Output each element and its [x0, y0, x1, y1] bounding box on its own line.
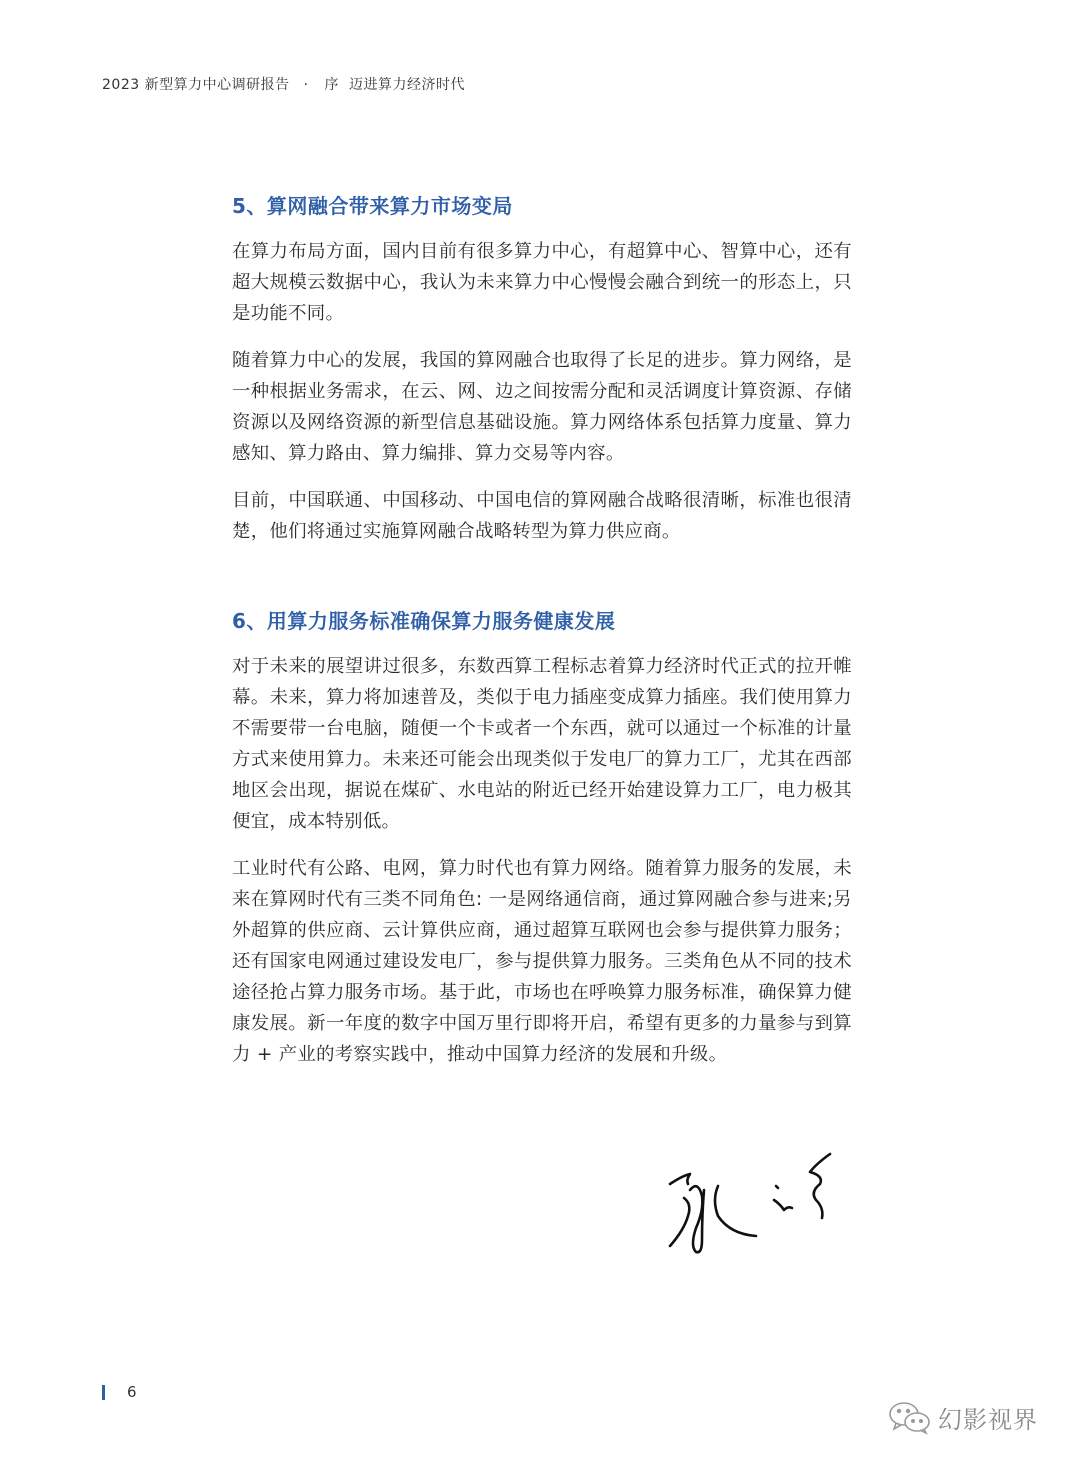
paragraph: 工业时代有公路、电网，算力时代也有算力网络。随着算力服务的发展，未来在算网时代有三类不同角色: 一是网络通信商，通过算网融合参与进来;另外超算的供应商、云计算供应商，通过超算互联网也会参与提供算力服务；还有国家电网通过建设发电厂，参与提供算力服务。三类角色从不同的技术途径抢占算力服务市场。基于此，市场也在呼唤算力服务标准，确保算力健康发展。新一年度的数字中国万里行即将开启，希望有更多的力量参与到算力 + 产业的考察实践中，推动中国算力经济的发展和升级。: [232, 858, 852, 1065]
section-heading: 5、算网融合带来算力市场变局: [232, 194, 513, 218]
paragraph: 随着算力中心的发展，我国的算网融合也取得了长足的进步。算力网络，是一种根据业务需求，在云、网、边之间按需分配和灵活调度计算资源、存储资源以及网络资源的新型信息基础设施。算力网络体系包括算力度量、算力感知、算力路由、算力编排、算力交易等内容。: [232, 350, 852, 464]
running-header: [102, 74, 465, 94]
paragraph: 在算力布局方面，国内目前有很多算力中心，有超算中心、智算中心，还有超大规模云数据中心，我认为未来算力中心慢慢会融合到统一的形态上，只是功能不同。: [232, 241, 852, 324]
signature-icon: [660, 1150, 850, 1265]
section-5: [232, 190, 852, 547]
section-heading: 6、用算力服务标准确保算力服务健康发展: [232, 609, 616, 633]
watermark-text: 幻影视界: [938, 1406, 1038, 1434]
page-number: [102, 1383, 137, 1401]
chapter-title: 序 迈进算力经济时代: [324, 77, 465, 93]
watermark: [888, 1400, 1038, 1435]
wechat-icon: [888, 1401, 932, 1435]
page-content: [232, 190, 852, 1128]
report-title: 2023 新型算力中心调研报告: [102, 77, 290, 93]
paragraph: 对于未来的展望讲过很多，东数西算工程标志着算力经济时代正式的拉开帷幕。未来，算力将加速普及，类似于电力插座变成算力插座。我们使用算力不需要带一台电脑，随便一个卡或者一个东西，就可以通过一个标准的计量方式来使用算力。未来还可能会出现类似于发电厂的算力工厂，尤其在西部地区会出现，据说在煤矿、水电站的附近已经开始建设算力工厂，电力极其便宜，成本特别低。: [232, 656, 852, 832]
page-number-text: 6: [127, 1383, 137, 1401]
paragraph: 目前，中国联通、中国移动、中国电信的算网融合战略很清晰，标准也很清楚，他们将通过实施算网融合战略转型为算力供应商。: [232, 490, 852, 542]
page-marker-bar: [102, 1385, 105, 1400]
section-6: [232, 605, 852, 1070]
header-separator: ·: [303, 77, 309, 93]
